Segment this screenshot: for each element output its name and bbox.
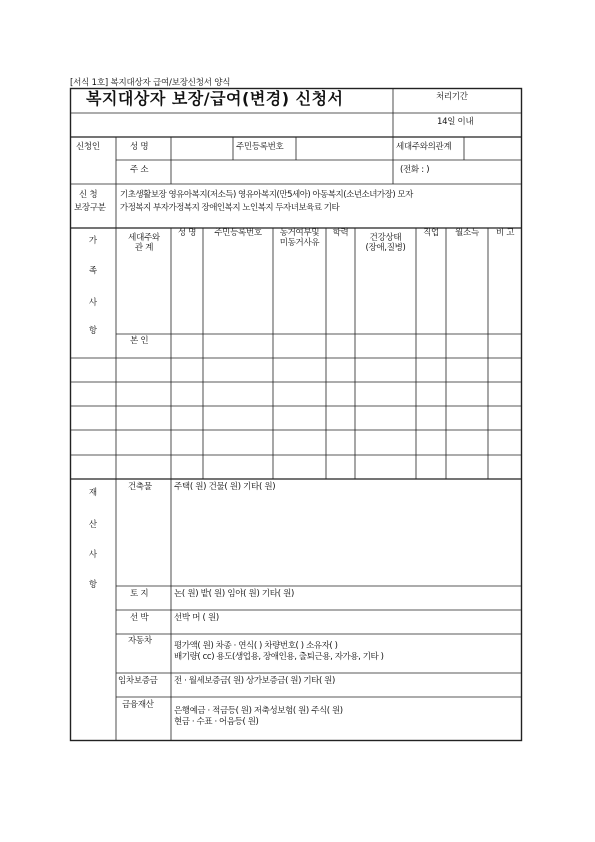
property-land-label: 토 지: [130, 589, 149, 599]
family-side-char: 항: [88, 326, 98, 336]
family-header-education: 학력: [332, 228, 349, 238]
family-side-char: 족: [88, 266, 98, 276]
property-building-label: 건축물: [128, 482, 152, 492]
form-caption: [서식 1호] 복지대상자 급여/보장신청서 양식: [70, 78, 231, 88]
family-header-relation-line1: 세대주와: [128, 233, 160, 243]
property-finance-line1: 은행예금 · 적금등( 원) 저축성보험( 원) 주식( 원): [174, 706, 343, 716]
processing-period-value: 14일 이내: [437, 117, 474, 127]
family-header-health-line2: (장애,질병): [365, 243, 406, 253]
property-land-value: 논( 원) 밭( 원) 임야( 원) 기타( 원): [174, 589, 295, 599]
applicant-name-label: 성 명: [130, 142, 149, 152]
family-header-income: 월소득: [455, 228, 479, 238]
benefit-type-options-line1: 기초생활보장 영유아복지(저소득) 영유아복지(만5세아) 아동복지(소년소녀가장) 모자: [120, 190, 413, 200]
applicant-header: 신청인: [76, 142, 100, 152]
property-car-line1: 평가액( 원) 차종 · 연식( ) 차량번호( ) 소유자( ): [174, 641, 338, 651]
property-side-char: 산: [88, 520, 98, 530]
family-header-cohabit-line1: 동거여부및: [279, 228, 320, 238]
family-header-job: 직업: [423, 228, 439, 238]
property-finance-line2: 현금 · 수표 · 어음등( 원): [174, 717, 259, 727]
applicant-rrn-label: 주민등록번호: [236, 142, 284, 152]
benefit-type-label-line2: 보장구분: [74, 203, 106, 213]
property-deposit-value: 전 · 월세보증금( 원) 상가보증금( 원) 기타( 원): [174, 676, 335, 686]
property-car-label: 자동차: [128, 636, 152, 646]
applicant-phone: (전화 : ): [400, 165, 430, 175]
property-ship-value: 선박 머 ( 원): [174, 613, 219, 623]
family-side-char: 가: [88, 236, 98, 246]
benefit-type-options-line2: 가정복지 부자가정복지 장애인복지 노인복지 두자녀보육료 기타: [120, 203, 340, 213]
family-header-note: 비 고: [495, 228, 515, 238]
property-car-line2: 배기량( cc) 용도(생업용, 장애인용, 출퇴근용, 자가용, 기타 ): [174, 652, 384, 662]
property-side-char: 재: [88, 488, 98, 498]
property-side-char: 사: [88, 550, 98, 560]
applicant-address-label: 주 소: [130, 165, 149, 175]
property-finance-label: 금융재산: [122, 700, 154, 710]
family-header-rrn: 주민등록번호: [214, 228, 262, 238]
family-header-relation-line2: 관 계: [134, 243, 154, 253]
family-side-char: 사: [88, 298, 98, 308]
property-building-value: 주택( 원) 건물( 원) 기타( 원): [174, 482, 276, 492]
family-self-label: 본 인: [130, 336, 149, 346]
applicant-relation-label: 세대주와의관계: [396, 142, 452, 152]
processing-period-label: 처리기간: [436, 92, 468, 102]
form-title: 복지대상자 보장/급여(변경) 신청서: [86, 89, 344, 108]
property-side-char: 항: [88, 580, 98, 590]
property-deposit-label: 임차보증금: [118, 676, 158, 686]
family-header-name: 성 명: [177, 228, 197, 238]
family-header-health-line1: 건강상태: [369, 233, 402, 243]
property-ship-label: 선 박: [130, 613, 149, 623]
benefit-type-label-line1: 신 청: [79, 190, 98, 200]
family-header-cohabit-line2: 미동거사유: [279, 238, 320, 248]
